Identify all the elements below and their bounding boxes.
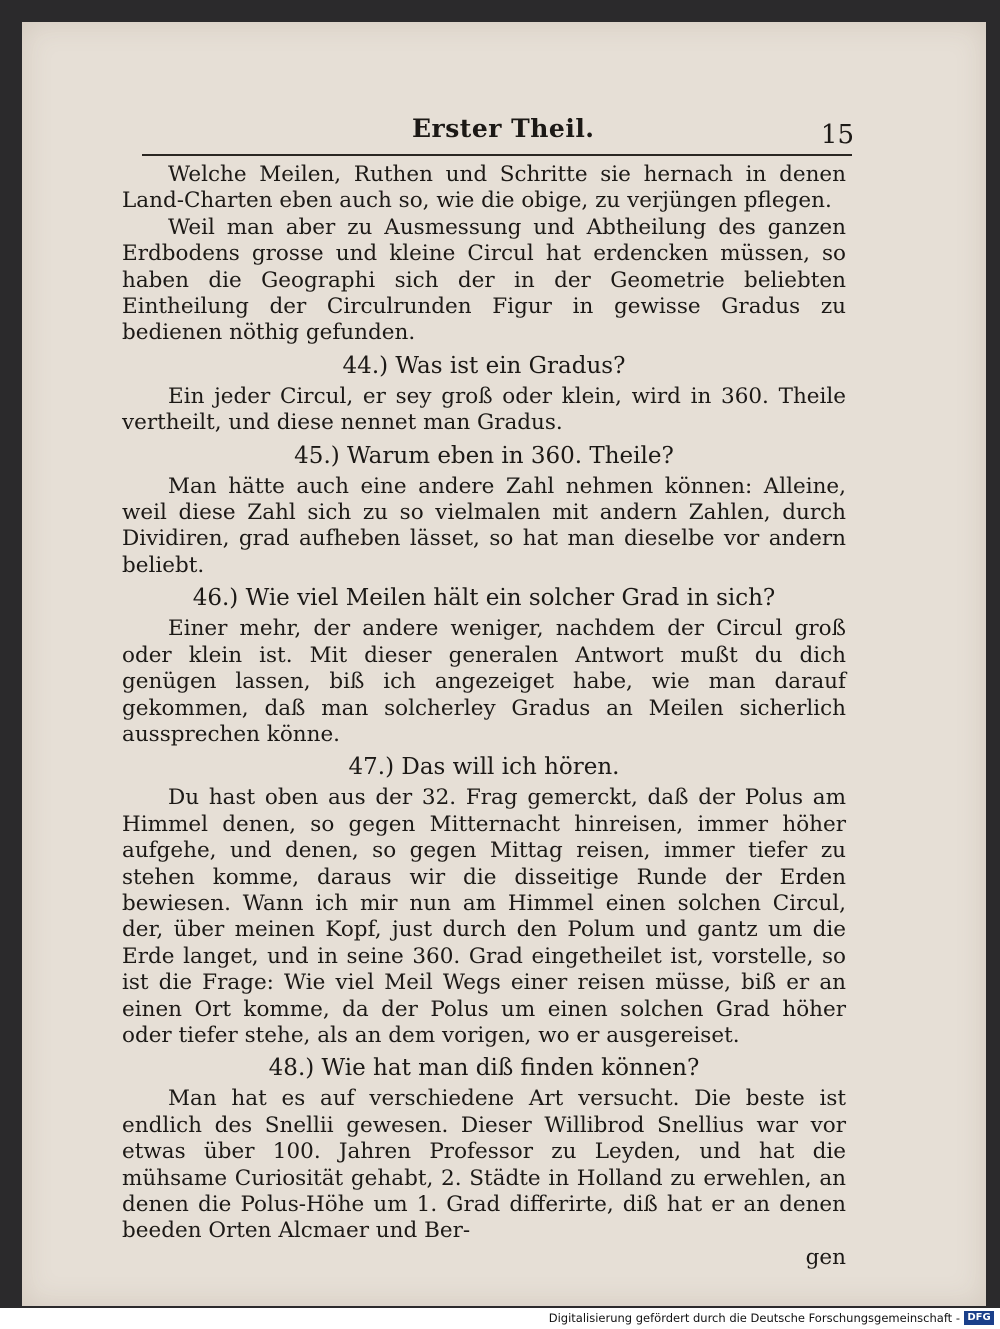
paragraph: Weil man aber zu Ausmessung und Abtheilung des ganzen Erdbodens grosse und kleine Circul hat erdencken müssen, so haben die Geographi sich der in der Geometrie beliebten Eintheilung der Circulrunden Figur in gewisse Gradus zu bedienen nöthig gefunden. [122, 214, 846, 346]
question-heading: 48.) Wie hat man diß finden können? [268, 1055, 700, 1082]
paragraph: Welche Meilen, Ruthen und Schritte sie hernach in denen Land-Charten eben auch so, wie die obige, zu verjüngen pflegen. [122, 162, 846, 214]
answer-paragraph: Du hast oben aus der 32. Frag gemerckt, daß der Polus am Himmel denen, so gegen Mitternacht hinreisen, immer höher aufgehe, und denen, so gegen Mittag reisen, immer tiefer zu stehen komme, daraus wir die disseitige Runde der Erden bewiesen. Wann ich mir nun am Himmel einen solchen Circul, der, über meinen Kopf, just durch den Polum und gantz um die Erde langet, und in seine 360. Grad eingetheilet ist, vorstelle, so ist die Frage: Wie viel Meil Wegs einer reisen müsse, biß er an einen Ort komme, da der Polus um einen solchen Grad höher oder tiefer stehe, als an dem vorigen, wo er ausgereiset. [122, 785, 846, 1048]
answer-paragraph: Einer mehr, der andere weniger, nachdem der Circul groß oder klein ist. Mit dieser generalen Antwort mußt du dich genügen lassen, biß ich angezeiget habe, wie man darauf gekommen, daß man solcherley Gradus an Meilen sicherlich aussprechen könne. [122, 616, 846, 747]
question-heading: 44.) Was ist ein Gradus? [342, 352, 626, 379]
book-page [22, 22, 986, 1306]
funding-credit: Digitalisierung gefördert durch die Deutsche Forschungsgemeinschaft - [548, 1311, 960, 1325]
question-heading: 45.) Warum eben in 360. Theile? [294, 442, 674, 469]
running-head [122, 110, 854, 154]
page-content [122, 110, 854, 1271]
header-rule [142, 154, 852, 156]
catchword: gen [805, 1244, 846, 1270]
page-number: 15 [820, 120, 854, 150]
dfg-logo: DFG [964, 1311, 994, 1325]
answer-paragraph: Man hätte auch eine andere Zahl nehmen können: Alleine, weil diese Zahl sich zu so vielmalen mit andern Zahlen, durch Dividiren, grad aufheben lässet, so hat man dieselbe vor andern beliebt. [122, 473, 846, 578]
question-heading: 47.) Das will ich hören. [348, 754, 620, 781]
footer-bar [0, 1308, 1000, 1329]
answer-paragraph: Man hat es auf verschiedene Art versucht. Die beste ist endlich des Snellii gewesen. Dieser Willibrod Snellius war vor etwas über 100. Jahren Professor zu Leyden, und hat die mühsame Curiosität gehabt, 2. Städte in Holland zu erwehlen, an denen die Polus-Höhe um 1. Grad differirte, diß hat er an denen beeden Orten Alcmaer und Ber- [122, 1086, 846, 1244]
answer-paragraph: Ein jeder Circul, er sey groß oder klein, wird in 360. Theile vertheilt, und diese nennet man Gradus. [122, 383, 846, 436]
question-heading: 46.) Wie viel Meilen hält ein solcher Grad in sich? [192, 585, 776, 612]
running-title: Erster Theil. [412, 114, 595, 143]
